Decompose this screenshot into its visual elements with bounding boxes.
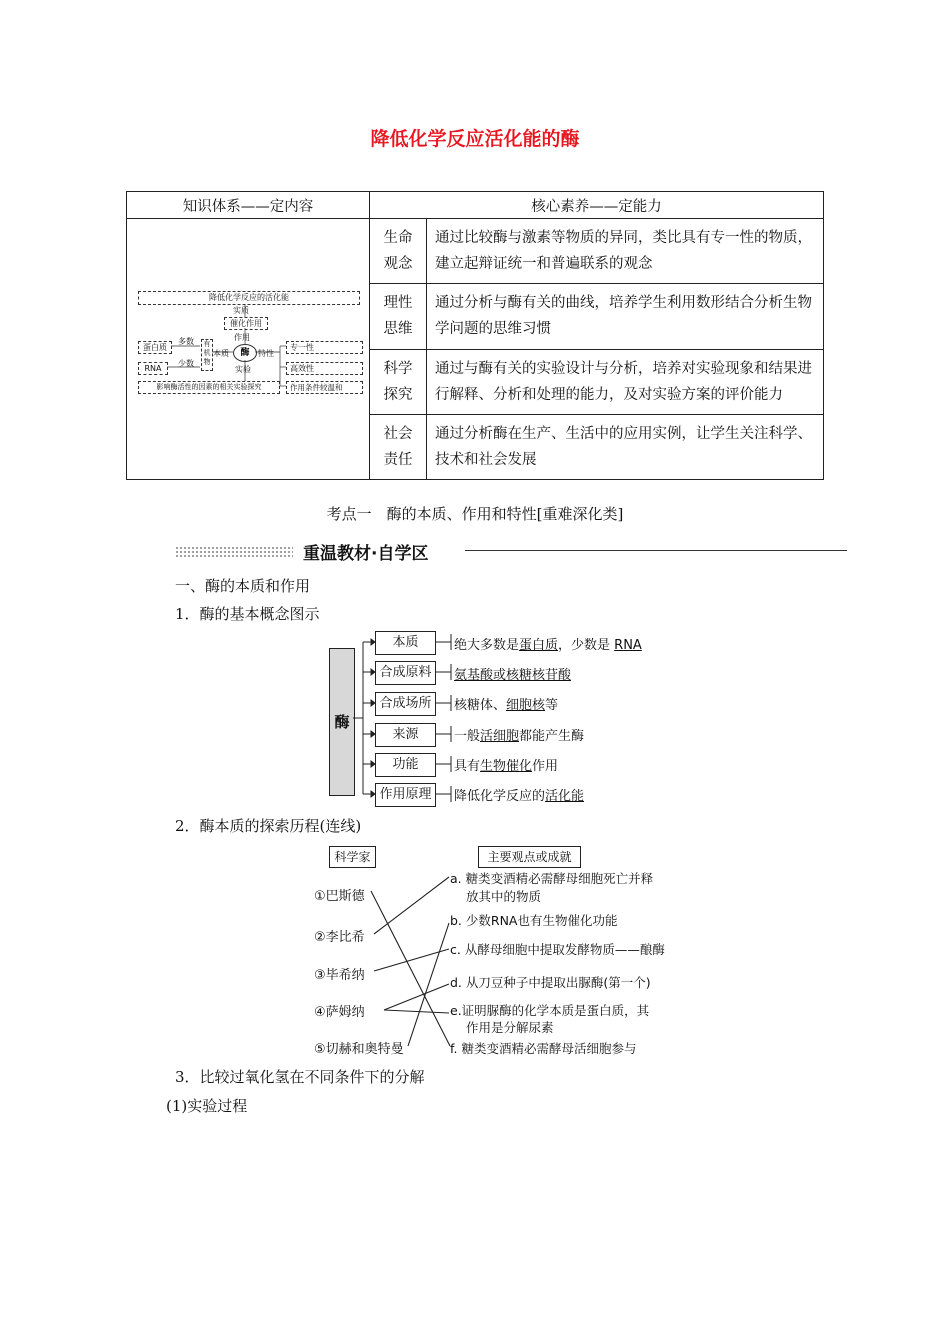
concept-text-3	[454, 694, 558, 713]
banner-rule	[465, 550, 847, 551]
concept-text-1	[454, 634, 642, 653]
knowledge-map-cell	[127, 219, 370, 480]
kaodian-heading: 考点一 酶的本质、作用和特性[重难深化类]	[326, 505, 624, 523]
concept-label-1: 本质	[375, 631, 436, 655]
ach-a-1: a. 糖类变酒精必需酵母细胞死亡并释	[450, 871, 654, 886]
mini-mei: 酶	[233, 344, 257, 362]
row-cat-2b: 思维	[383, 321, 413, 338]
scientist-1: ①巴斯德	[314, 889, 365, 904]
c3-mid: 等	[545, 698, 559, 713]
c4-mid: 都能产生酶	[519, 729, 585, 744]
mini-yingxiang: 影响酶活性的因素的相关实验探究	[138, 381, 280, 394]
scientist-2: ②李比希	[314, 930, 365, 945]
subsection-3: 3．比较过氧化氢在不同条件下的分解	[175, 1068, 425, 1086]
row-cat-2	[370, 284, 427, 349]
history-match-lines	[360, 860, 460, 1060]
concept-text-2	[454, 664, 571, 683]
c1-mid: ，少数是	[558, 638, 615, 653]
mini-benzhi: 本质	[213, 349, 229, 358]
c5-pre: 具有	[454, 759, 481, 774]
concept-text-4	[454, 725, 584, 744]
achievement-f: f. 糖类变酒精必需酵母活细胞参与	[450, 1041, 637, 1056]
page-title: 降低化学反应活化能的酶	[370, 128, 580, 150]
concept-label-4: 来源	[375, 723, 436, 747]
row-cat-3	[370, 349, 427, 414]
mini-cuihua: 催化作用	[224, 317, 268, 330]
mini-shiyan: 实验	[235, 365, 251, 374]
concept-label-5: 功能	[375, 753, 436, 777]
achievement-c: c. 从酵母细胞中提取发酵物质——酿酶	[450, 942, 665, 957]
scientist-5: ⑤切赫和奥特曼	[314, 1042, 404, 1057]
c4-u1: 活细胞	[480, 729, 520, 744]
mini-shizhi: 实质	[233, 306, 249, 315]
c4-pre: 一般	[454, 729, 481, 744]
row-cat-4	[370, 414, 427, 479]
subsection-1: 1．酶的基本概念图示	[175, 605, 320, 623]
scientist-4: ④萨姆纳	[314, 1005, 365, 1020]
row-desc-1: 通过比较酶与激素等物质的异同，类比具有专一性的物质，建立起辩证统一和普遍联系的观念	[427, 219, 824, 284]
row-desc-3: 通过与酶有关的实验设计与分析，培养对实验现象和结果进行解释、分析和处理的能力，及对实验方案的评价能力	[427, 349, 824, 414]
ach-e-1: e.证明脲酶的化学本质是蛋白质，其	[450, 1003, 650, 1018]
subsection-2: 2．酶本质的探索历程(连线)	[175, 817, 362, 835]
concept-text-6	[454, 785, 584, 804]
achievement-b: b. 少数RNA也有生物催化功能	[450, 913, 618, 928]
mini-top-box: 降低化学反应的活化能	[138, 291, 360, 305]
header-knowledge: 知识体系——定内容	[127, 192, 370, 219]
ach-a-2: 放其中的物质	[466, 889, 542, 904]
row-cat-3b: 探究	[383, 386, 413, 403]
scientist-3: ③毕希纳	[314, 968, 365, 983]
c1-u1: 蛋白质	[519, 638, 559, 653]
mini-zhuanyi: 专一性	[286, 341, 363, 354]
achievement-a	[450, 870, 653, 906]
concept-text-5	[454, 755, 558, 774]
mini-rna: RNA	[138, 362, 168, 375]
mini-youji: 有机物	[201, 339, 213, 371]
c2-u1: 氨基酸或核糖核苷酸	[454, 668, 572, 683]
history-left-header: 科学家	[329, 846, 376, 868]
overview-table	[126, 191, 824, 480]
concept-center-enzyme: 酶	[329, 648, 355, 796]
row-cat-4a: 社会	[383, 425, 413, 442]
mini-shaoshu: 少数	[178, 359, 194, 368]
history-right-header: 主要观点或成就	[478, 846, 581, 868]
row-cat-2a: 理性	[383, 295, 413, 312]
subsection-3-1: (1)实验过程	[166, 1097, 248, 1115]
header-competency: 核心素养——定能力	[370, 192, 824, 219]
mini-zuoyong: 作用	[234, 333, 250, 342]
mini-wenhe: 作用条件较温和	[286, 381, 363, 394]
row-cat-1a: 生命	[383, 230, 413, 247]
row-cat-1	[370, 219, 427, 284]
mini-concept-map	[128, 220, 368, 478]
c5-mid: 作用	[532, 759, 559, 774]
mini-danbai: 蛋白质	[138, 341, 172, 354]
c5-u1: 生物催化	[480, 759, 533, 774]
concept-label-6: 作用原理	[375, 783, 436, 807]
achievement-d: d. 从刀豆种子中提取出脲酶(第一个)	[450, 975, 651, 990]
mini-duoshu: 多数	[178, 337, 194, 346]
c1-pre: 绝大多数是	[454, 638, 520, 653]
mini-connectors	[128, 220, 368, 478]
mini-gaoxiao: 高效性	[286, 362, 363, 375]
row-desc-4: 通过分析酶在生产、生活中的应用实例，让学生关注科学、技术和社会发展	[427, 414, 824, 479]
c1-u2: RNA	[614, 638, 642, 653]
row-cat-4b: 责任	[383, 451, 413, 468]
row-desc-2: 通过分析与酶有关的曲线，培养学生利用数形结合分析生物学问题的思维习惯	[427, 284, 824, 349]
section-1-heading: 一、酶的本质和作用	[175, 577, 311, 595]
concept-label-2: 合成原料	[375, 661, 436, 685]
c6-pre: 降低化学反应的	[454, 789, 546, 804]
ach-e-2: 作用是分解尿素	[466, 1020, 554, 1035]
concept-label-3: 合成场所	[375, 692, 436, 716]
c3-u1: 细胞核	[506, 698, 546, 713]
row-cat-3a: 科学	[383, 360, 413, 377]
banner-dots	[175, 546, 293, 557]
mini-texing: 特性	[258, 349, 274, 358]
c3-pre: 核糖体、	[454, 698, 507, 713]
row-cat-1b: 观念	[383, 256, 413, 273]
achievement-e	[450, 1002, 649, 1036]
section-banner: 重温教材·自学区	[303, 544, 429, 564]
c6-u1: 活化能	[545, 789, 585, 804]
